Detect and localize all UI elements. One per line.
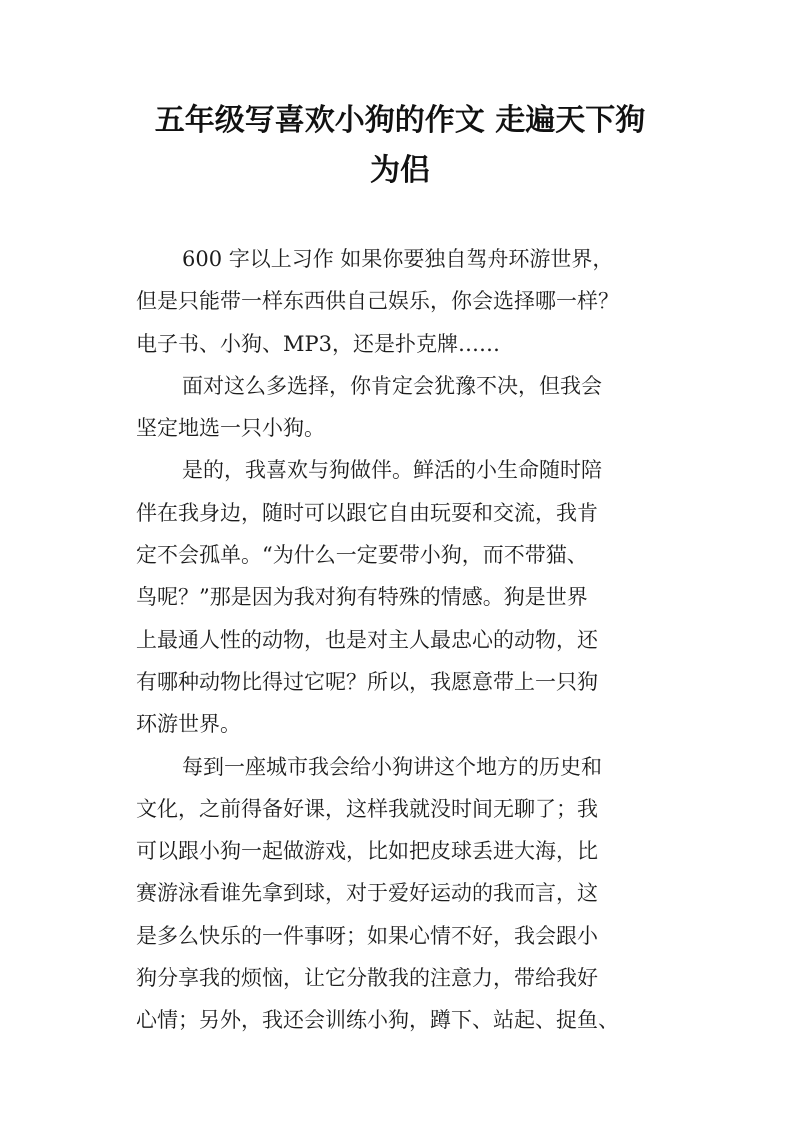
body-line: 鸟呢？”那是因为我对狗有特殊的情感。狗是世界: [136, 585, 588, 610]
document-body: [136, 238, 676, 1042]
body-line: 600 字以上习作 如果你要独自驾舟环游世界，: [182, 247, 614, 271]
body-line: 上最通人性的动物，也是对主人最忠心的动物，还: [136, 627, 598, 652]
body-line: 赛游泳看谁先拿到球，对于爱好运动的我而言，这: [136, 881, 598, 906]
title-line-2: 为侣: [370, 153, 430, 188]
body-line: 狗分享我的烦恼，让它分散我的注意力，带给我好: [136, 966, 598, 991]
body-line: 环游世界。: [136, 712, 241, 737]
body-line: 但是只能带一样东西供自己娱乐，你会选择哪一样？: [136, 289, 619, 314]
body-line: 每到一座城市我会给小狗讲这个地方的历史和: [182, 754, 602, 779]
body-line: 面对这么多选择，你肯定会犹豫不决，但我会: [182, 373, 602, 398]
body-line: 电子书、小狗、MP3，还是扑克牌……: [136, 331, 500, 356]
body-line: 伴在我身边，随时可以跟它自由玩耍和交流，我肯: [136, 500, 598, 525]
body-line: 定不会孤单。“为什么一定要带小狗，而不带猫、: [136, 543, 588, 568]
body-line: 坚定地选一只小狗。: [136, 416, 325, 441]
body-line: 可以跟小狗一起做游戏，比如把皮球丢进大海，比: [136, 839, 598, 864]
body-line: 文化，之前得备好课，这样我就没时间无聊了；我: [136, 796, 598, 821]
document-title: [120, 96, 680, 196]
body-line: 心情；另外，我还会训练小狗，蹲下、站起、捉鱼、: [136, 1008, 619, 1033]
body-line: 是多么快乐的一件事呀；如果心情不好，我会跟小: [136, 923, 598, 948]
title-line-1: 五年级写喜欢小狗的作文 走遍天下狗: [154, 103, 646, 138]
body-line: 是的，我喜欢与狗做伴。鲜活的小生命随时陪: [182, 458, 602, 483]
body-line: 有哪种动物比得过它呢？所以，我愿意带上一只狗: [136, 669, 598, 694]
